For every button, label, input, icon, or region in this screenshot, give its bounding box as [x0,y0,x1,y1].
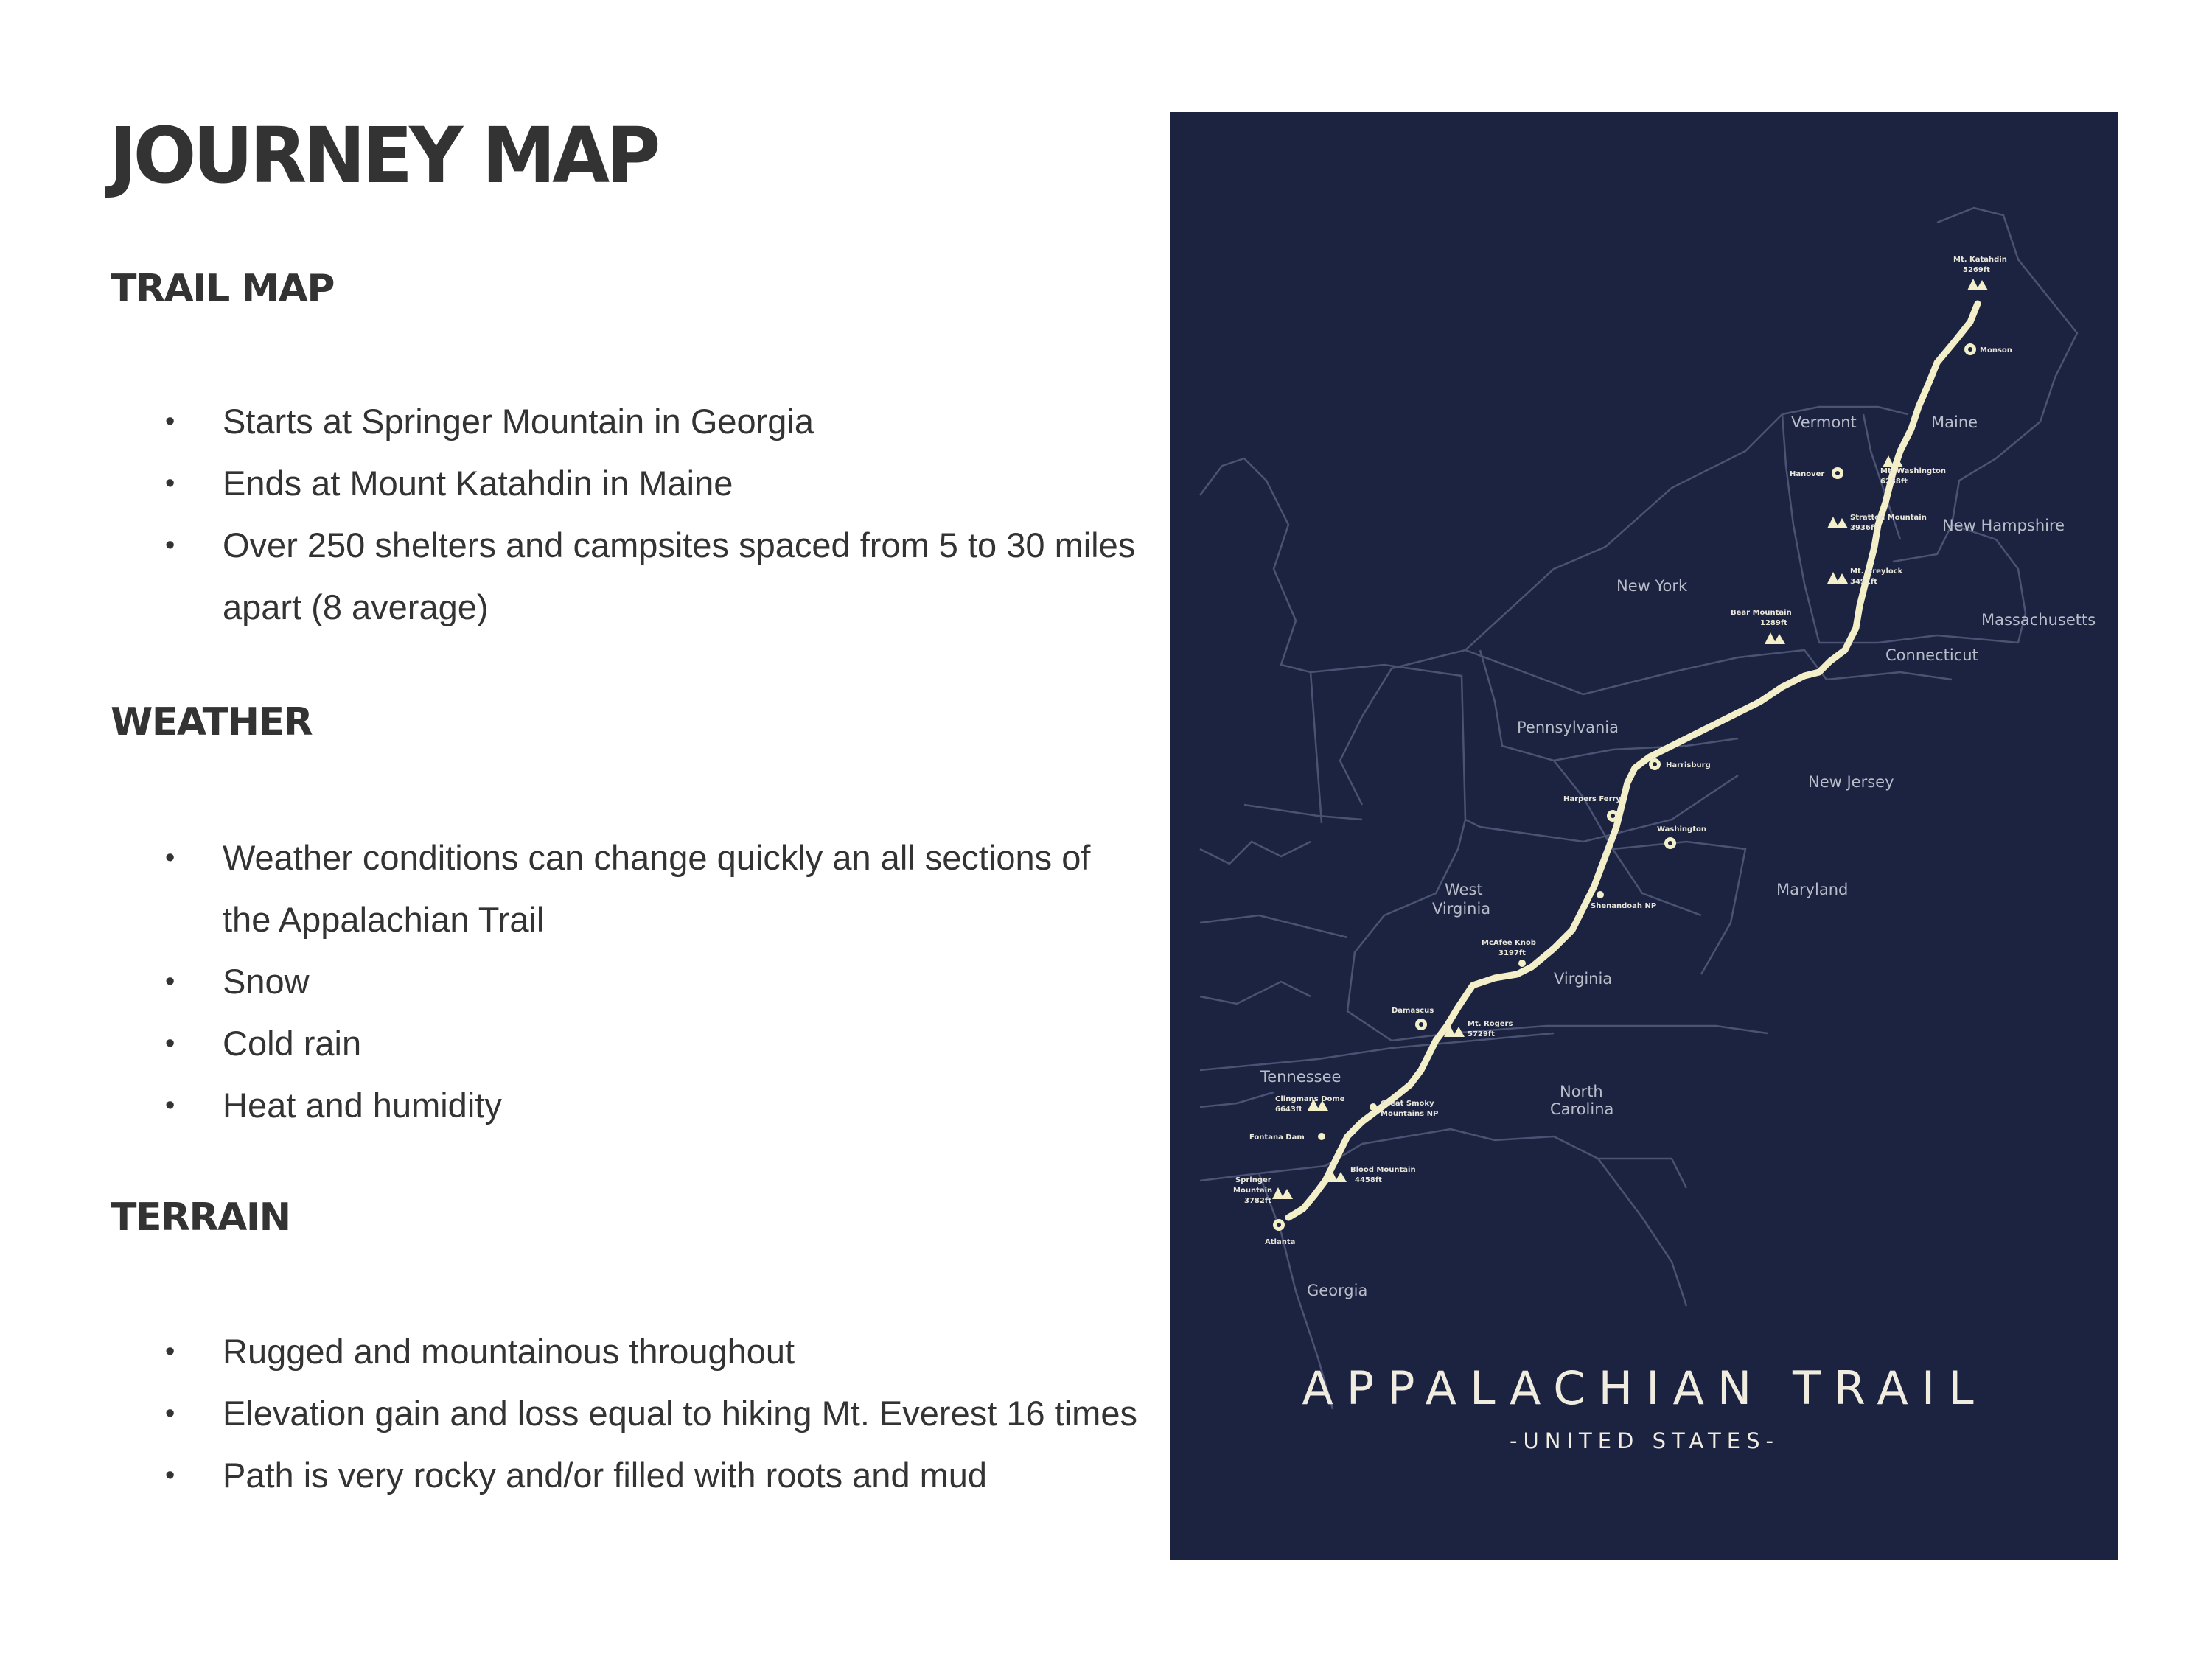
list-item: • Heat and humidity [111,1075,1128,1136]
poi-label: Harpers Ferry [1563,795,1621,803]
poi-label: McAfee Knob [1482,939,1536,947]
poi-label: 3936ft [1850,524,1877,532]
poi-label: Washington [1657,825,1706,834]
poi-label: 5729ft [1468,1030,1495,1038]
state-label: New Jersey [1808,773,1894,791]
map-pin-icon [1273,1219,1285,1231]
poster-title: APPALACHIAN TRAIL [1302,1361,1987,1415]
section-weather [111,700,1128,1136]
bullet-list [111,1321,1137,1506]
poi-label: 1289ft [1760,619,1787,627]
mountain-icon [1765,632,1785,644]
list-item: • Over 250 shelters and campsites spaced from 5 to 30 miles apart (8 average) [111,514,1181,638]
state-label: North [1560,1083,1603,1100]
list-item: • Ends at Mount Katahdin in Maine [111,453,1128,514]
map-pin-icon [1607,810,1619,822]
state-label: Maine [1931,413,1978,431]
map-pin-icon [1964,343,1976,355]
trail-markers [1272,279,1988,1231]
list-item: • Elevation gain and loss equal to hiking Mt. Everest 16 times [111,1383,1173,1445]
page-title: JOURNEY MAP [109,111,657,200]
poi-label: Hanover [1790,470,1825,478]
poi-label: Great Smoky [1381,1100,1434,1108]
state-label: Georgia [1307,1282,1368,1299]
poi-label: Mountain [1233,1187,1273,1195]
state-label: New York [1616,577,1688,595]
list-item: • Weather conditions can change quickly an all sections of the Appalachian Trail [111,827,1092,951]
poi-label: Harrisburg [1666,761,1711,769]
list-item: • Starts at Springer Mountain in Georgia [111,391,1128,453]
state-label: Maryland [1776,881,1849,898]
poi-label: Stratton Mountain [1850,514,1927,522]
poi-label: Mt. Greylock [1850,567,1903,576]
state-label: Massachusetts [1981,611,2096,629]
point-marker [1518,960,1526,967]
state-label: Tennessee [1260,1068,1341,1086]
list-item: • Snow [111,951,1128,1013]
point-labels [1233,256,2012,1246]
list-item: • Cold rain [111,1013,1128,1075]
poi-label: Damascus [1392,1007,1434,1015]
section-heading: TERRAIN [111,1195,290,1240]
map-pin-icon [1649,758,1661,770]
trail-line [1288,304,1978,1218]
bullet-list [111,827,1128,1136]
map-pin-icon [1415,1019,1427,1030]
poi-label: Mt. Washington [1880,467,1946,475]
poi-label: Blood Mountain [1350,1166,1416,1174]
section-trail-map [111,267,1136,638]
state-borders [1200,208,2077,1409]
poi-label: 3491ft [1850,578,1877,586]
bullet-list [111,391,1136,638]
point-marker [1318,1133,1325,1140]
poi-label: 3782ft [1244,1197,1271,1205]
poi-label: 6643ft [1275,1106,1302,1114]
poi-label: Fontana Dam [1249,1134,1305,1142]
section-heading: TRAIL MAP [111,267,334,311]
state-label: Virginia [1432,900,1491,918]
list-item: • Rugged and mountainous throughout [111,1321,1128,1383]
list-item: • Path is very rocky and/or filled with roots and mud [111,1445,1128,1506]
poi-label: Clingmans Dome [1275,1095,1345,1103]
state-label: Pennsylvania [1517,719,1619,736]
appalachian-trail-poster [1170,112,2118,1560]
poi-label: Mt. Katahdin [1953,256,2007,264]
section-terrain [111,1195,1137,1506]
poi-label: 3197ft [1498,949,1526,957]
point-marker [1370,1103,1377,1111]
mountain-icon [1827,517,1848,528]
poi-label: Bear Mountain [1731,609,1792,617]
poi-label: Mt. Rogers [1468,1020,1513,1028]
mountain-icon [1967,279,1988,290]
mountain-icon [1827,572,1848,584]
poi-label: 6288ft [1880,478,1908,486]
state-label: Connecticut [1885,646,1978,664]
point-marker [1597,891,1604,898]
poi-label: Springer [1235,1176,1271,1184]
section-heading: WEATHER [111,700,313,744]
state-label: Virginia [1554,970,1613,988]
poster-subtitle: -UNITED STATES- [1510,1428,1779,1453]
state-label: Carolina [1550,1100,1614,1118]
poi-label: Atlanta [1265,1238,1296,1246]
trail-map-illustration [1170,112,2118,1560]
state-label: New Hampshire [1942,517,2065,534]
poi-label: 5269ft [1963,266,1990,274]
state-label: West [1445,881,1483,898]
poi-label: 4458ft [1355,1176,1382,1184]
mountain-icon [1272,1187,1293,1199]
state-label: Vermont [1791,413,1857,431]
map-pin-icon [1664,837,1676,849]
map-pin-icon [1832,467,1843,479]
poi-label: Monson [1980,346,2012,354]
poi-label: Mountains NP [1381,1110,1439,1118]
poi-label: Shenandoah NP [1591,902,1657,910]
